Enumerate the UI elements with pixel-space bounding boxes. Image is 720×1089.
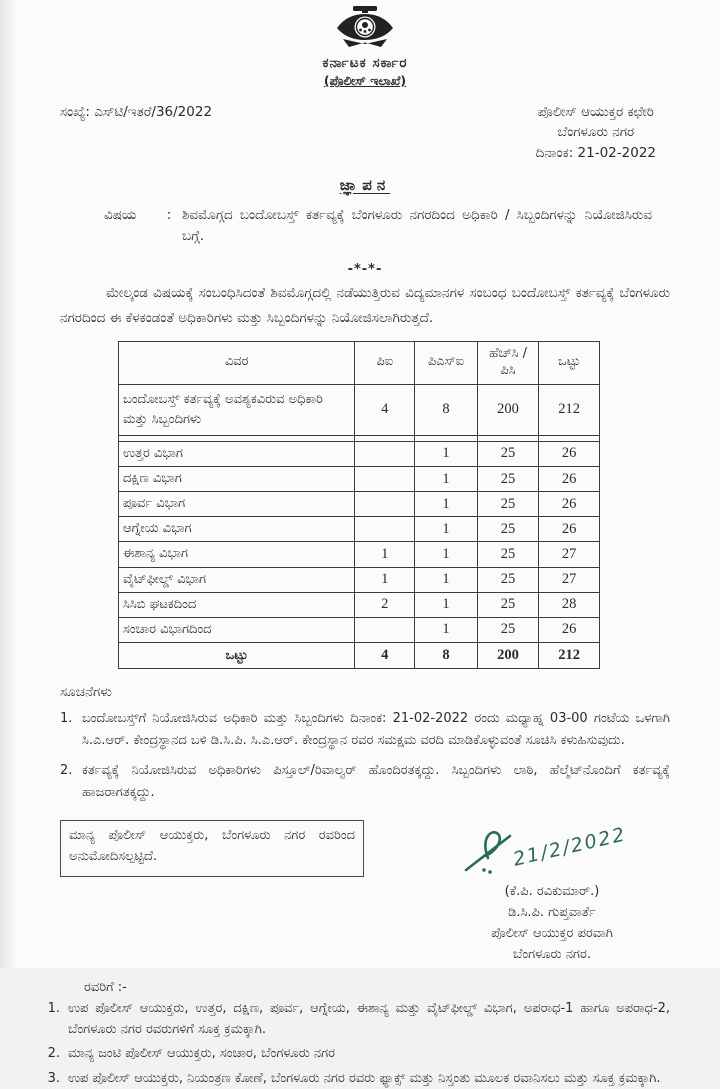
- distribution-text: ಉಪ ಪೊಲೀಸ್ ಆಯುಕ್ತರು, ಉತ್ತರ, ದಕ್ಷಿಣ, ಪೂರ್ವ, ಆಗ್ನೇಯ, ಈಶಾನ್ಯ ಮತ್ತು ವೈಟ್‌ಫೀಲ್ಡ್ ವಿಭಾಗ, ಅಪರಾಧ-1 ಹಾಗೂ ಅಪರಾಧ-2, ಬೆಂಗಳೂರು ನಗರ ರವರುಗಳಿಗೆ ಸೂಕ್ತ ಕ್ರಮಕ್ಕಾಗಿ.: [68, 1000, 670, 1037]
- table-total-row: [119, 643, 600, 669]
- table-row: [119, 467, 600, 492]
- cell-psi: 1: [415, 592, 477, 617]
- signatory-block: [434, 882, 670, 965]
- col-header-total: ಒಟ್ಟು: [539, 341, 600, 384]
- note-item: [60, 760, 670, 804]
- police-crest-icon: [329, 5, 401, 49]
- subject-text: ಶಿವಮೊಗ್ಗದ ಬಂದೋಬಸ್ತ್ ಕರ್ತವ್ಯಕ್ಕೆ ಬೆಂಗಳೂರು ನಗರದಿಂದ ಅಧಿಕಾರಿ / ಸಿಬ್ಬಂದಿಗಳನ್ನು ನಿಯೋಜಿಸಿರುವ ಬಗ್ಗೆ.: [182, 206, 652, 245]
- cell-detail: ವೈಟ್‌ಫೀಲ್ಡ್ ವಿಭಾಗ: [119, 567, 355, 592]
- section-separator: -*-*-: [347, 261, 383, 277]
- cell-hc-pc: 25: [477, 617, 539, 642]
- cell-total: 27: [539, 567, 600, 592]
- cell-pi: 4: [355, 384, 415, 435]
- cell-detail: ದಕ್ಷಿಣ ವಿಭಾಗ: [119, 467, 355, 492]
- cell-detail: ಈಶಾನ್ಯ ವಿಭಾಗ: [119, 542, 355, 567]
- note-number: 1.: [60, 711, 73, 726]
- subject-colon: :: [166, 206, 172, 223]
- distribution-number: 1.: [47, 1000, 60, 1016]
- cell-total: 26: [539, 517, 600, 542]
- approval-box: ಮಾನ್ಯ ಪೊಲೀಸ್ ಆಯುಕ್ತರು, ಬೆಂಗಳೂರು ನಗರ ರವರಿಂದ ಅನುಮೋದಿಸಲ್ಪಟ್ಟಿದೆ.: [60, 820, 364, 877]
- office-city: ಬೆಂಗಳೂರು ನಗರ: [557, 124, 635, 141]
- cell-psi: 8: [415, 384, 477, 435]
- memo-title: ಜ್ಞಾಪನ: [339, 175, 391, 194]
- table-row: [119, 441, 600, 466]
- cell-detail: ಪೂರ್ವ ವಿಭಾಗ: [119, 492, 355, 517]
- header: [60, 0, 670, 89]
- note-number: 2.: [60, 763, 73, 779]
- table-row: [119, 492, 600, 517]
- signatory-name: (ಕೆ.ಪಿ. ರವಿಕುಮಾರ್.): [504, 884, 600, 900]
- government-name: ಕರ್ನಾಟಕ ಸರ್ಕಾರ: [322, 55, 408, 71]
- cell-psi: 8: [415, 643, 477, 669]
- col-header-hc-pc: ಹೆಚ್‌ಸಿ / ಪಿಸಿ: [477, 341, 539, 384]
- memo-content: [47, 0, 670, 1089]
- cell-detail: ಉತ್ತರ ವಿಭಾಗ: [119, 441, 355, 466]
- distribution-number: 3.: [47, 1070, 60, 1086]
- cell-hc-pc: 200: [477, 384, 539, 435]
- distribution-number: 2.: [47, 1046, 60, 1062]
- cell-hc-pc: 25: [477, 567, 539, 592]
- cell-pi: 2: [355, 592, 415, 617]
- cell-psi: 1: [415, 542, 477, 567]
- cell-psi: 1: [415, 517, 477, 542]
- col-header-psi: ಪಿಎಸ್ಐ: [415, 341, 477, 384]
- cell-pi: 1: [355, 567, 415, 592]
- signatory-on-behalf: ಪೊಲೀಸ್ ಆಯುಕ್ತರ ಪರವಾಗಿ: [491, 925, 613, 941]
- cell-psi: 1: [415, 467, 477, 492]
- cell-pi: [355, 617, 415, 642]
- cell-psi: 1: [415, 567, 477, 592]
- scan-edge-shadow: [0, 0, 16, 968]
- cell-total: 26: [539, 617, 600, 642]
- memo-date: ದಿನಾಂಕ: 21-02-2022: [535, 144, 656, 161]
- reference-number: ಸಂಖ್ಯೆ: ಎಸ್‌ಟಿ/ಇತರೆ/36/2022: [60, 104, 213, 120]
- cell-pi: [355, 441, 415, 466]
- cell-psi: 1: [415, 441, 477, 466]
- cell-pi: [355, 492, 415, 517]
- col-header-detail: ವಿವರ: [119, 341, 355, 384]
- cell-hc-pc: 25: [477, 467, 539, 492]
- signature-column: [434, 820, 670, 965]
- deployment-table: [118, 341, 600, 669]
- note-text: ಕರ್ತವ್ಯಕ್ಕೆ ನಿಯೋಜಿಸಿರುವ ಅಧಿಕಾರಿಗಳು ಪಿಸ್ತೂಲ್/ರಿವಾಲ್ವರ್ ಹೊಂದಿರತಕ್ಕದ್ದು. ಸಿಬ್ಬಂದಿಗಳು ಲಾಠಿ, ಹೆಲ್ಮೆಟ್‌ನೊಂದಿಗೆ ಕರ್ತವ್ಯಕ್ಕೆ ಹಾಜರಾಗತಕ್ಕದ್ದು.: [82, 763, 670, 801]
- signatory-city: ಬೆಂಗಳೂರು ನಗರ.: [513, 946, 591, 962]
- cell-pi: [355, 517, 415, 542]
- cell-hc-pc: 25: [477, 517, 539, 542]
- note-text: ಬಂದೋಬಸ್ತ್‌ಗೆ ನಿಯೋಜಿಸಿರುವ ಅಧಿಕಾರಿ ಮತ್ತು ಸಿಬ್ಬಂದಿಗಳು ದಿನಾಂಕ: 21-02-2022 ರಂದು ಮಧ್ಯಾಹ್ನ 03-00 ಗಂಟೆಯ ಒಳಗಾಗಿ ಸಿ.ಎ.ಆರ್. ಕೇಂದ್ರಸ್ಥಾನದ ಬಳಿ ಡಿ.ಸಿ.ಪಿ. ಸಿ.ಎ.ಆರ್. ಕೇಂದ್ರಸ್ಥಾನ ರವರ ಸಮಕ್ಷಮ ವರದಿ ಮಾಡಿಕೊಳ್ಳುವಂತೆ ಸೂಚಿಸಿ ಕಳುಹಿಸುವುದು.: [82, 711, 670, 749]
- signature-area: [434, 820, 670, 878]
- cell-psi: 1: [415, 492, 477, 517]
- signatory-designation: ಡಿ.ಸಿ.ಪಿ. ಗುಪ್ತವಾರ್ತೆ: [508, 905, 596, 921]
- table-row: [119, 617, 600, 642]
- office-address-block: [536, 102, 656, 163]
- cell-total: 212: [539, 384, 600, 435]
- department-name: (ಪೊಲೀಸ್ ಇಲಾಖೆ): [323, 73, 407, 88]
- distribution-heading: ರವರಿಗೆ :-: [84, 979, 127, 995]
- distribution-item: [44, 1068, 670, 1089]
- cell-total: 28: [539, 592, 600, 617]
- note-item: [60, 708, 670, 752]
- cell-total: 212: [539, 643, 600, 669]
- cell-detail: ಬಂದೋಬಸ್ತ್ ಕರ್ತವ್ಯಕ್ಕೆ ಅವಶ್ಯಕವಿರುವ ಅಧಿಕಾರಿ ಮತ್ತು ಸಿಬ್ಬಂದಿಗಳು: [119, 384, 355, 435]
- cell-psi: 1: [415, 617, 477, 642]
- cell-hc-pc: 25: [477, 441, 539, 466]
- notes-heading: ಸೂಚನೆಗಳು: [60, 684, 112, 700]
- cell-detail: ಆಗ್ನೇಯ ವಿಭಾಗ: [119, 517, 355, 542]
- cell-hc-pc: 25: [477, 492, 539, 517]
- cell-detail: ಸಂಚಾರ ವಿಭಾಗದಿಂದ: [119, 617, 355, 642]
- distribution-item: [44, 998, 670, 1041]
- cell-detail: ಸಿಸಿಬಿ ಘಟಕದಿಂದ: [119, 592, 355, 617]
- office-name: ಪೊಲೀಸ್ ಆಯುಕ್ತರ ಕಛೇರಿ: [537, 104, 654, 120]
- cell-hc-pc: 200: [477, 643, 539, 669]
- body-paragraph: ಮೇಲ್ಕಂಡ ವಿಷಯಕ್ಕೆ ಸಂಬಂಧಿಸಿದಂತೆ ಶಿವಮೊಗ್ಗದಲ್ಲಿ ನಡೆಯುತ್ತಿರುವ ವಿದ್ಯಮಾನಗಳ ಸಂಬಂಧ ಬಂದೋಬಸ್ತ್ ಕರ್ತವ್ಯಕ್ಕೆ ಬೆಂಗಳೂರು ನಗರದಿಂದ ಈ ಕೆಳಕಂಡಂತೆ ಅಧಿಕಾರಿಗಳು ಮತ್ತು ಸಿಬ್ಬಂದಿಗಳನ್ನು ನಿಯೋಜಿಸಲಾಗಿರುತ್ತದೆ.: [60, 284, 670, 326]
- distribution-text: ಮಾನ್ಯ ಜಂಟಿ ಪೊಲೀಸ್ ಆಯುಕ್ತರು, ಸಂಚಾರ, ಬೆಂಗಳೂರು ನಗರ: [68, 1046, 335, 1062]
- table-row: [119, 542, 600, 567]
- cell-pi: 4: [355, 643, 415, 669]
- cell-total: 26: [539, 467, 600, 492]
- cell-hc-pc: 25: [477, 542, 539, 567]
- cell-pi: [355, 467, 415, 492]
- table-row: [119, 517, 600, 542]
- cell-pi: 1: [355, 542, 415, 567]
- cell-hc-pc: 25: [477, 592, 539, 617]
- distribution-item: [44, 1043, 670, 1064]
- cell-total-label: ಒಟ್ಟು: [119, 643, 355, 669]
- col-header-pi: ಪಿಐ: [355, 341, 415, 384]
- table-row: [119, 384, 600, 435]
- subject-row: [60, 205, 670, 248]
- handwritten-date: 21/2/2022: [511, 823, 629, 872]
- reference-row: [60, 102, 670, 163]
- table-row: [119, 592, 600, 617]
- approval-signature-row: [60, 820, 670, 965]
- table-header-row: [119, 341, 600, 384]
- cell-total: 26: [539, 441, 600, 466]
- distribution-text: ಉಪ ಪೊಲೀಸ್ ಆಯುಕ್ತರು, ನಿಯಂತ್ರಣ ಕೋಣೆ, ಬೆಂಗಳೂರು ನಗರ ರವರು ಫ್ಯಾಕ್ಸ್ ಮತ್ತು ನಿಸ್ತಂತು ಮೂಲಕ ರವಾನಿಸಲು ಮತ್ತು ಸೂಕ್ತ ಕ್ರಮಕ್ಕಾಗಿ.: [68, 1070, 661, 1086]
- subject-label: ವಿಷಯ: [104, 206, 137, 223]
- table-row: [119, 567, 600, 592]
- cell-total: 27: [539, 542, 600, 567]
- cell-total: 26: [539, 492, 600, 517]
